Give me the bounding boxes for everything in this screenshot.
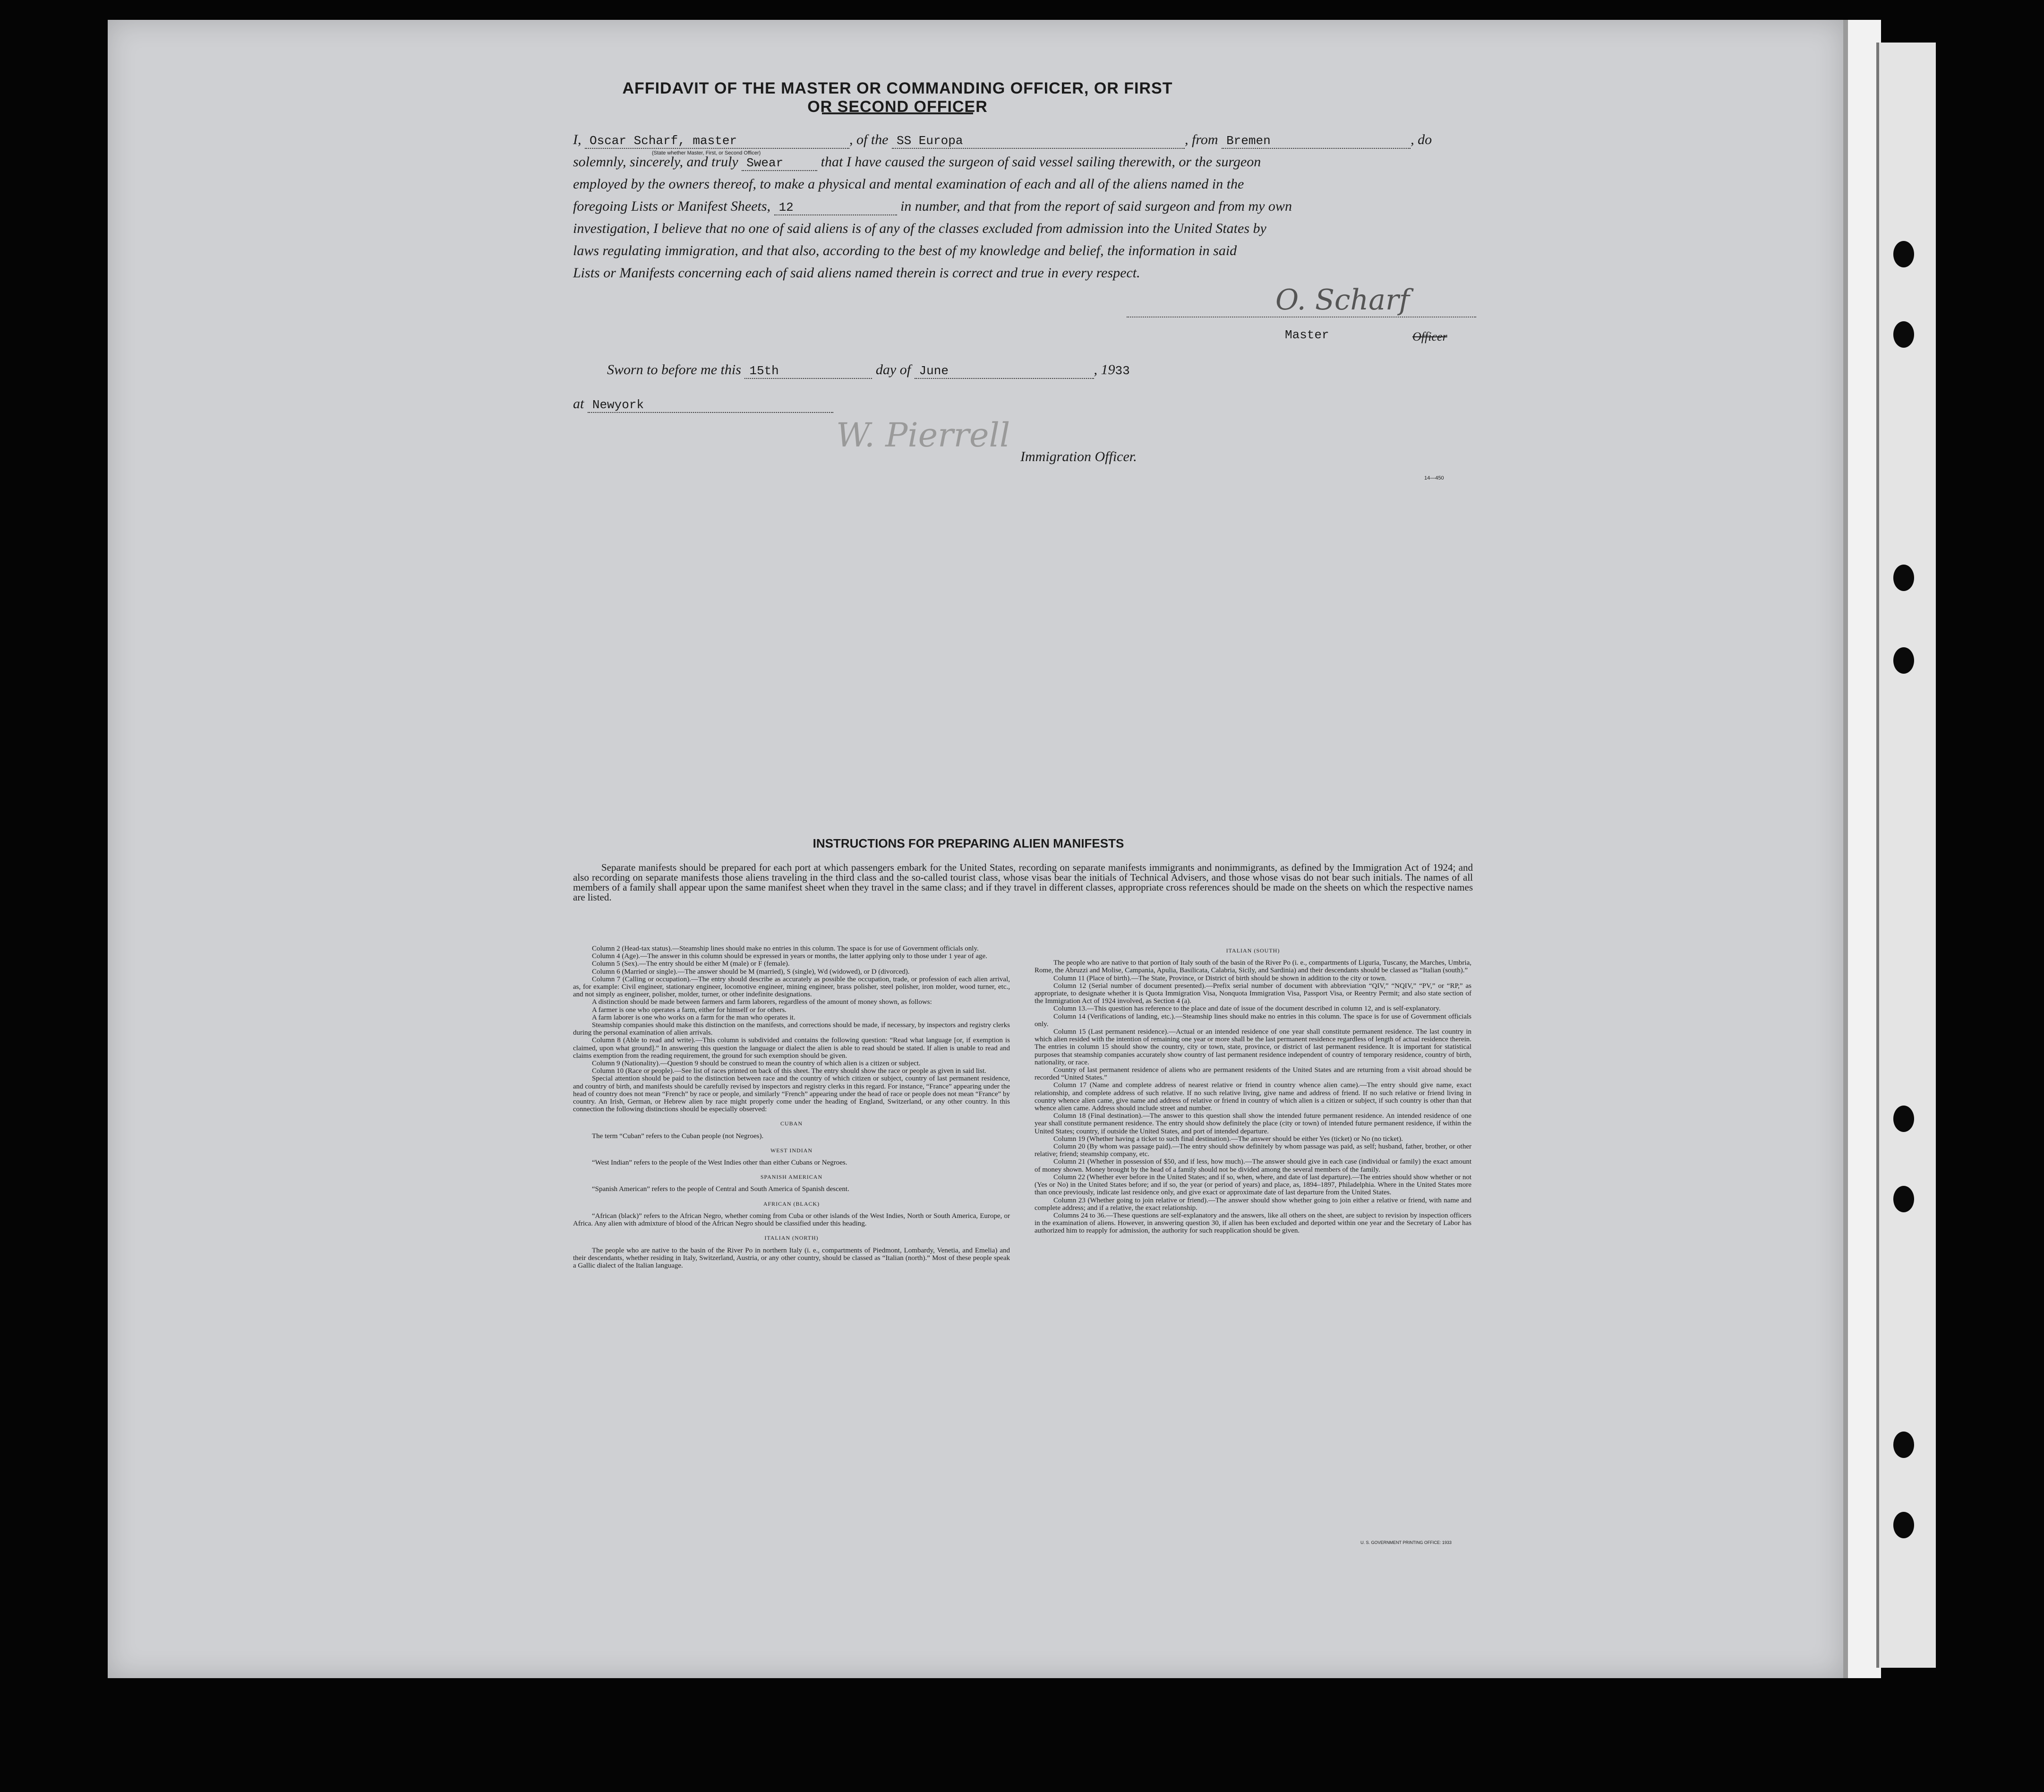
day-of-label: day of [875, 362, 911, 377]
binder-edge [1843, 20, 1881, 1678]
line-6: laws regulating immigration, and that also, according to the best of my knowledge and belief, the information in said [573, 243, 1237, 258]
punch-hole-icon [1893, 1432, 1914, 1458]
instruction-paragraph: Column 18 (Final destination).—The answer to this question shall show the intended future permanent residence. An intended residence of one year shall constitute permanent residence. The entry should show definitely the place (city or town) of intended future permanent residence, if within the United States; country, if outside the United States, and port of intended departure. [1035, 1112, 1471, 1135]
punch-hole-icon [1893, 1106, 1914, 1132]
officer-name-field: Oscar Scharf, master [585, 134, 849, 149]
punch-hole-icon [1893, 1512, 1914, 1538]
instruction-paragraph: Column 11 (Place of birth).—The State, Province, or District of birth should be shown in addition to the city or town. [1053, 974, 1387, 982]
instruction-paragraph: Column 6 (Married or single).—The answer should be M (married), S (single), Wd (widowed), or D (divorced). [592, 968, 910, 976]
instruction-paragraph: Country of last permanent residence of aliens who are permanent residents of the United States and are returning from a visit abroad should be recorded “United States.” [1035, 1066, 1471, 1082]
instruction-paragraph: Column 23 (Whether going to join relative or friend).—The answer should show whether going to join either a relative or friend, with name and complete address; and if a relative, the exact relationship. [1035, 1196, 1471, 1212]
i-label: I, [573, 132, 582, 147]
vessel-field: SS Europa [892, 134, 1185, 149]
line-5: investigation, I believe that no one of said aliens is of any of the classes excluded from admission into the United States by [573, 221, 1266, 236]
instruction-paragraph: The term “Cuban” refers to the Cuban people (not Negroes). [592, 1132, 764, 1140]
punch-hole-icon [1893, 565, 1914, 591]
line-4b: in number, and that from the report of said surgeon and from my own [900, 198, 1292, 214]
section-heading-african: AFRICAN (BLACK) [763, 1200, 820, 1207]
affidavit-title: AFFIDAVIT OF THE MASTER OR COMMANDING OFFICER, OR FIRST OR SECOND OFFICER [622, 79, 1173, 116]
printer-imprint: U. S. GOVERNMENT PRINTING OFFICE: 1933 [1360, 1540, 1452, 1545]
section-heading-spanish-american: SPANISH AMERICAN [760, 1174, 823, 1181]
place-field: Newyork [588, 398, 833, 413]
instruction-paragraph: Column 20 (By whom was passage paid).—The entry should show definitely by whom passage was paid, as self; husband, father, brother, or other relative; friend; steamship company, etc. [1035, 1143, 1471, 1158]
from-label: , from [1185, 132, 1218, 147]
punch-hole-icon [1893, 241, 1914, 267]
punch-hole-icon [1893, 1186, 1914, 1212]
line-2: that I have caused the surgeon of said vessel sailing therewith, or the surgeon [821, 154, 1261, 170]
instructions-title: INSTRUCTIONS FOR PREPARING ALIEN MANIFESTS [812, 836, 1124, 850]
solemnly-label: solemnly, sincerely, and truly [573, 154, 738, 170]
instruction-paragraph: The people who are native to the basin of the River Po in northern Italy (i. e., compartments of Piedmont, Lombardy, Venetia, and Emelia) and their descendants, whether residing in Italy, Switzerland, Austria, or any other country, should be classed as “Italian (north).” Most of these people speak a Gallic dialect of the Italian language. [573, 1246, 1010, 1269]
sworn-label: Sworn to before me this [607, 362, 741, 377]
instructions-right-column [1035, 940, 1471, 1235]
binder-strip [1876, 43, 1936, 1668]
punch-hole-icon [1893, 647, 1914, 674]
instruction-paragraph: “African (black)” refers to the African Negro, whether coming from Cuba or other islands of the West Indies, North or South America, Europe, or Africa. Any alien with admixture of blood of the African Negro should be classified under this heading. [573, 1212, 1010, 1228]
instruction-paragraph: Column 12 (Serial number of document presented).—Prefix serial number of document with abbreviation “QIV,” “NQIV,” “PV,” or “RP,” as appropriate, to designate whether it is Quota Immigration Visa, Nonquota Immigration Visa, Passport Visa, or Reentry Permit; and also state section of the Immigration Act of 1924 involved, as Section 4 (a). [1035, 982, 1471, 1005]
at-label: at [573, 396, 584, 412]
instruction-paragraph: Column 21 (Whether in possession of $50, and if less, how much).—The answer should give in each case (individual or family) the exact amount of money shown. Money brought by the head of a family should not be divided among the several members of the family. [1035, 1158, 1471, 1174]
instruction-paragraph: Column 8 (Able to read and write).—This column is subdivided and contains the following question: “Read what language [or, if exemption is claimed, upon what ground].” In answering this question the language or dialect the alien is able to read should be stated. If alien is unable to read and claims exemption from the reading requirement, the ground for such exemption should be given. [573, 1037, 1010, 1060]
instruction-paragraph: Column 9 (Nationality).—Question 9 should be construed to mean the country of which alien is a citizen or subject. [592, 1060, 921, 1068]
instruction-paragraph: Columns 24 to 36.—These questions are self-explanatory and the answers, like all others on the sheet, are subject to revision by inspection officers in the examination of aliens. However, in answering question 30, if alien has been excluded and deported within one year and the Secretary of Labor has authorized him to reapply for admission, the authority for such reapplication should be given. [1035, 1211, 1471, 1235]
immigration-officer-signature: W. Pierrell [836, 416, 1010, 454]
instruction-paragraph: Column 13.—This question has reference to the place and date of issue of the document described in column 12, and is self-explanatory. [1053, 1005, 1441, 1013]
section-heading-west-indian: WEST INDIAN [770, 1147, 813, 1154]
place-line [573, 396, 833, 413]
instruction-paragraph: Column 7 (Calling or occupation).—The entry should describe as accurately as possible the occupation, trade, or profession of each alien arrival, as, for example: Civil engineer, stationary engineer, locomotive engineer, mining engineer, brass polisher, steel polisher, iron molder, wood turner, etc., and not simply as engineer, polisher, molder, turner, or other indefinite designations. [573, 975, 1010, 999]
do-label: , do [1411, 132, 1432, 147]
instruction-paragraph: Steamship companies should make this distinction on the manifests, and corrections should be made, if necessary, by inspectors and registry clerks during the personal examination of alien arrivals. [573, 1021, 1010, 1037]
instruction-paragraph: A farmer is one who operates a farm, either for himself or for others. [592, 1006, 787, 1014]
sheet-count-field: 12 [774, 200, 897, 215]
instruction-paragraph: Column 2 (Head-tax status).—Steamship lines should make no entries in this column. The space is for use of Government officials only. [592, 945, 979, 952]
section-heading-italian-south: ITALIAN (SOUTH) [1226, 947, 1280, 954]
immigration-officer-label: Immigration Officer. [1020, 449, 1137, 464]
instruction-paragraph: Column 22 (Whether ever before in the United States; and if so, when, where, and date of last departure).—The entries should show whether or not (Yes or No) in the United States before; and if so, the year (or period of years) and place, as, 1894–1897, Philadelphia. Where in the United States more than once previously, indicate last residence only, and give exact or approximate date of last departure from the United States. [1035, 1173, 1471, 1197]
line-7: Lists or Manifests concerning each of said aliens named therein is correct and true in every respect. [573, 265, 1140, 281]
instruction-paragraph: Special attention should be paid to the distinction between race and the country of which citizen or subject, country of last permanent residence, and country of birth, and manifests should be carefully revised by inspectors and registry clerks in this regard. For instance, “France” appearing under the head of country does not mean “French” by race or people, and similarly “French” appearing under the head of race or people does not mean “France” by country. An Irish, German, or Hebrew alien by race might properly come under the heading of England, Switzerland, or any other country. In this connection the following distinctions should be especially observed: [573, 1075, 1010, 1114]
master-signature: O. Scharf [1275, 283, 1410, 317]
officer-title-struck: Officer [1412, 330, 1447, 343]
month-field: June [915, 364, 1094, 379]
instruction-paragraph: Column 19 (Whether having a ticket to such final destination).—The answer should be either Yes (ticket) or No (no ticket). [1053, 1135, 1403, 1143]
instructions-left-column [573, 945, 1010, 1269]
section-heading-italian-north: ITALIAN (NORTH) [764, 1235, 819, 1242]
line-3: employed by the owners thereof, to make a physical and mental examination of each and all of the aliens named in the [573, 176, 1244, 192]
instruction-paragraph: The people who are native to that portion of Italy south of the basin of the River Po (i. e., compartments of Liguria, Tuscany, the Marches, Umbria, Rome, the Abruzzi and Molise, Campania, Apulia, Basilicata, Calabria, Sicily, and Sardinia) and their descendants should be classed as “Italian (south).” [1035, 959, 1471, 975]
year-prefix: , 19 [1094, 362, 1115, 377]
year-field: 33 [1115, 364, 1130, 378]
sworn-line [607, 362, 1130, 379]
instruction-paragraph: A farm laborer is one who works on a farm for the man who operates it. [592, 1013, 795, 1021]
section-heading-cuban: CUBAN [780, 1120, 803, 1127]
line-4a: foregoing Lists or Manifest Sheets, [573, 198, 771, 214]
instruction-paragraph: A distinction should be made between farmers and farm laborers, regardless of the amount of money shown, as follows: [592, 998, 932, 1006]
title-rule [822, 112, 973, 114]
form-number: 14—450 [1424, 475, 1444, 481]
instructions-intro: Separate manifests should be prepared for each port at which passengers embark for the United States, recording on separate manifests immigrants and nonimmigrants, as defined by the Immigration Act of 1924; and also recording on separate manifests those aliens traveling in the third class and the so-called tourist class, whose visas bear the initials of Technical Advisers, and those whose visas do not bear such initials. The names of all members of a family shall appear upon the same manifest sheet when they travel in the same class; and if they travel in different classes, appropriate cross references should be made on the sheets on which the respective names are listed. [573, 862, 1473, 903]
instruction-paragraph: Column 14 (Verifications of landing, etc.).—Steamship lines should make no entries in this column. The space is for use of Government officials only. [1035, 1012, 1471, 1028]
master-title: Master [1285, 328, 1329, 342]
oath-field: Swear [742, 156, 817, 171]
port-field: Bremen [1222, 134, 1411, 149]
instruction-paragraph: Column 10 (Race or people).—See list of races printed on back of this sheet. The entry should show the race or people as given in said list. [592, 1067, 986, 1075]
officer-rank-note: (State whether Master, First, or Second Officer) [652, 150, 761, 156]
day-field: 15th [744, 364, 872, 379]
instruction-paragraph: Column 5 (Sex).—The entry should be either M (male) or F (female). [592, 960, 790, 968]
punch-hole-icon [1893, 321, 1914, 348]
of-the-label: , of the [849, 132, 889, 147]
instruction-paragraph: Column 17 (Name and complete address of nearest relative or friend in country whence alien came).—The entry should give name, exact relationship, and complete address of such relative. If no such relative living, give name and address of friend. If no such relative or friend living in country whence alien came, give name and address of relative or friend in country of which alien is a citizen or subject, if such country is other than that whence alien came. Address should include street and number. [1035, 1081, 1471, 1113]
instruction-paragraph: “West Indian” refers to the people of the West Indies other than either Cubans or Negroes. [592, 1159, 847, 1167]
instruction-paragraph: Column 15 (Last permanent residence).—Actual or an intended residence of one year shall constitute permanent residence. The last country in which alien resided with the intention of remaining one year or more shall be the last permanent residence regardless of length of actual residence therein. The entries in column 15 should show the country, city or town, state, province, or district of last permanent residence. It is important for statistical purposes that steamship companies accurately show country of last permanent residence independent of country of temporary residence, country of birth, nationality, or race. [1035, 1028, 1471, 1066]
instruction-paragraph: “Spanish American” refers to the people of Central and South America of Spanish descent. [592, 1185, 849, 1193]
instruction-paragraph: Column 4 (Age).—The answer in this column should be expressed in years or months, the latter applying only to those under 1 year of age. [592, 952, 987, 960]
